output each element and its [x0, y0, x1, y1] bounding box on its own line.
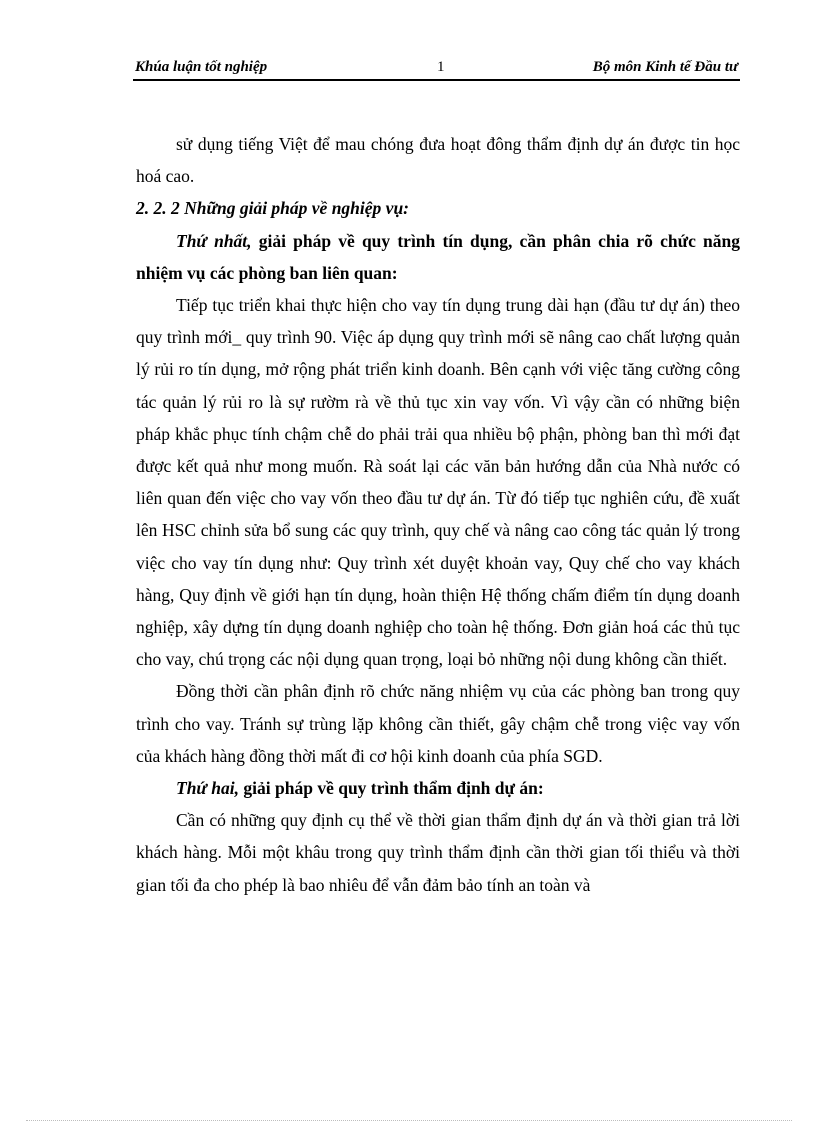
- paragraph-appraisal-time: Cần có những quy định cụ thể về thời gian thẩm định dự án và thời gian trả lời khách hàng. Mỗi một khâu trong quy trình thẩm định cần thời gian tối thiểu và thời gian tối đa cho phép là bao nhiêu để vẫn đảm bảo tính an toàn và: [136, 810, 740, 895]
- page-bottom-divider: [26, 1120, 792, 1121]
- header-department: Bộ môn Kinh tế Đầu tư: [592, 59, 738, 75]
- solution-first-heading: [136, 225, 740, 289]
- section-heading-2-2-2: 2. 2. 2 Những giải pháp về nghiệp vụ:: [136, 198, 410, 219]
- document-body: [136, 128, 740, 901]
- solution-second-title: giải pháp về quy trình thẩm định dự án:: [239, 778, 544, 799]
- solution-second-lead: Thứ hai,: [176, 778, 240, 799]
- solution-second-heading: [136, 772, 740, 804]
- page-header: [133, 57, 740, 81]
- solution-first-lead: Thứ nhất,: [176, 230, 252, 251]
- paragraph-credit-process: Tiếp tục triển khai thực hiện cho vay tín dụng trung dài hạn (đầu tư dự án) theo quy trình mới_ quy trình 90. Việc áp dụng quy trình mới sẽ nâng cao chất lượng quản lý rủi ro tín dụng, mở rộng phát triển kinh doanh. Bên cạnh với việc tăng cường công tác quản lý rủi ro là sự rườm rà về thủ tục xin vay vốn. Vì vậy cần có những biện pháp khắc phục tính chậm chễ do phải trải qua nhiều bộ phận, phòng ban thì mới đạt được kết quả như mong muốn. Rà soát lại các văn bản hướng dẫn của Nhà nước có liên quan đến việc cho vay vốn theo đầu tư dự án. Từ đó tiếp tục nghiên cứu, đề xuất lên HSC chỉnh sửa bổ sung các quy trình, quy chế và nâng cao công tác quản lý trong việc cho vay tín dụng như: Quy trình xét duyệt khoản vay, Quy chế cho vay khách hàng, Quy định về giới hạn tín dụng, hoàn thiện Hệ thống chấm điểm tín dụng doanh nghiệp, xây dựng tín dụng doanh nghiệp cho toàn hệ thống. Đơn giản hoá các thủ tục cho vay, chú trọng các nội dụng quan trọng, loại bỏ những nội dung không cần thiết.: [136, 295, 740, 670]
- header-page-number: 1: [437, 59, 445, 75]
- paragraph-continuation: sử dụng tiếng Việt để mau chóng đưa hoạt đông thẩm định dự án được tin học hoá cao.: [136, 134, 740, 187]
- solution-first-title: giải pháp về quy trình tín dụng, cần phân chia rõ chức năng nhiệm vụ các phòng ban liên quan:: [136, 230, 741, 283]
- paragraph-department-roles: Đồng thời cần phân định rõ chức năng nhiệm vụ của các phòng ban trong quy trình cho vay. Tránh sự trùng lặp không cần thiết, gây chậm chễ trong việc vay vốn của khách hàng đồng thời mất đi cơ hội kinh doanh của phía SGD.: [136, 681, 740, 766]
- header-thesis-title: Khúa luận tốt nghiệp: [135, 59, 268, 75]
